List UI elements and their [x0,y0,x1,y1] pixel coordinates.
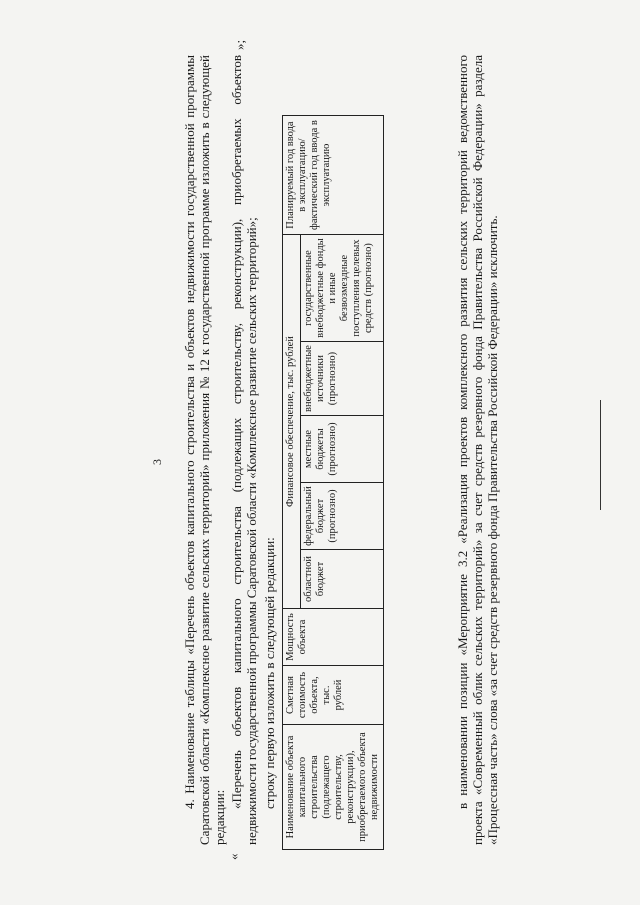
page-number: 3 [150,459,164,465]
header-regional-budget: областной бюджет [301,550,384,609]
header-object-name: Наименование объекта капитального строительства (подлежащего строительству, реконструкции), приобретаемого объекта недвижимости [283,725,384,850]
quote-close: »; [232,39,247,50]
header-cost: Сметная стоимость объекта, тыс. рублей [283,666,384,725]
separator-line [600,400,601,510]
header-capacity: Мощность объекта [283,609,384,666]
header-state-funds: государственные внебюджетные фонды и иные безвозмездные поступления целевых средств (прогнозно) [301,235,384,342]
financing-table [282,115,384,850]
paragraph-measure-3-2: в наименовании позиции «Мероприятие 3.2 «Реализация проектов комплексного развития сельских территорий ведомственного проекта «Современный облик сельских территорий» за счет средств резервного фонда Правительства Российской Федерации» раздела «Процессная часть» слова «за счет средств резервного фонда Правительства Российской Федерации» исключить. [455,55,500,845]
header-federal-budget: федеральный бюджет (прогнозно) [301,483,384,550]
header-year: Планируемый год ввода в эксплуатацию/ фактический год ввода в эксплуатацию [283,116,384,235]
quote-open: « [226,853,241,860]
paragraph-first-row: строку первую изложить в следующей редакции: [262,537,277,809]
paragraph-new-title: «Перечень объектов капитального строительства (подлежащих строительству, реконструкции), приобретаемых объектов недвижимости государственной программы Саратовской области «Комплексное развитие сельских территорий»; [229,55,259,845]
header-local-budgets: местные бюджеты (прогнозно) [301,416,384,483]
header-financing: Финансовое обеспечение, тыс. рублей [283,235,301,609]
paragraph-item-4: 4. Наименование таблицы «Перечень объектов капитального строительства и объектов недвижимости государственной программы Саратовской области «Комплексное развитие сельских территорий» приложения № 12 к государственной программе изложить в следующей редакции: [182,55,227,845]
header-offbudget: внебюджетные источники (прогнозно) [301,342,384,416]
